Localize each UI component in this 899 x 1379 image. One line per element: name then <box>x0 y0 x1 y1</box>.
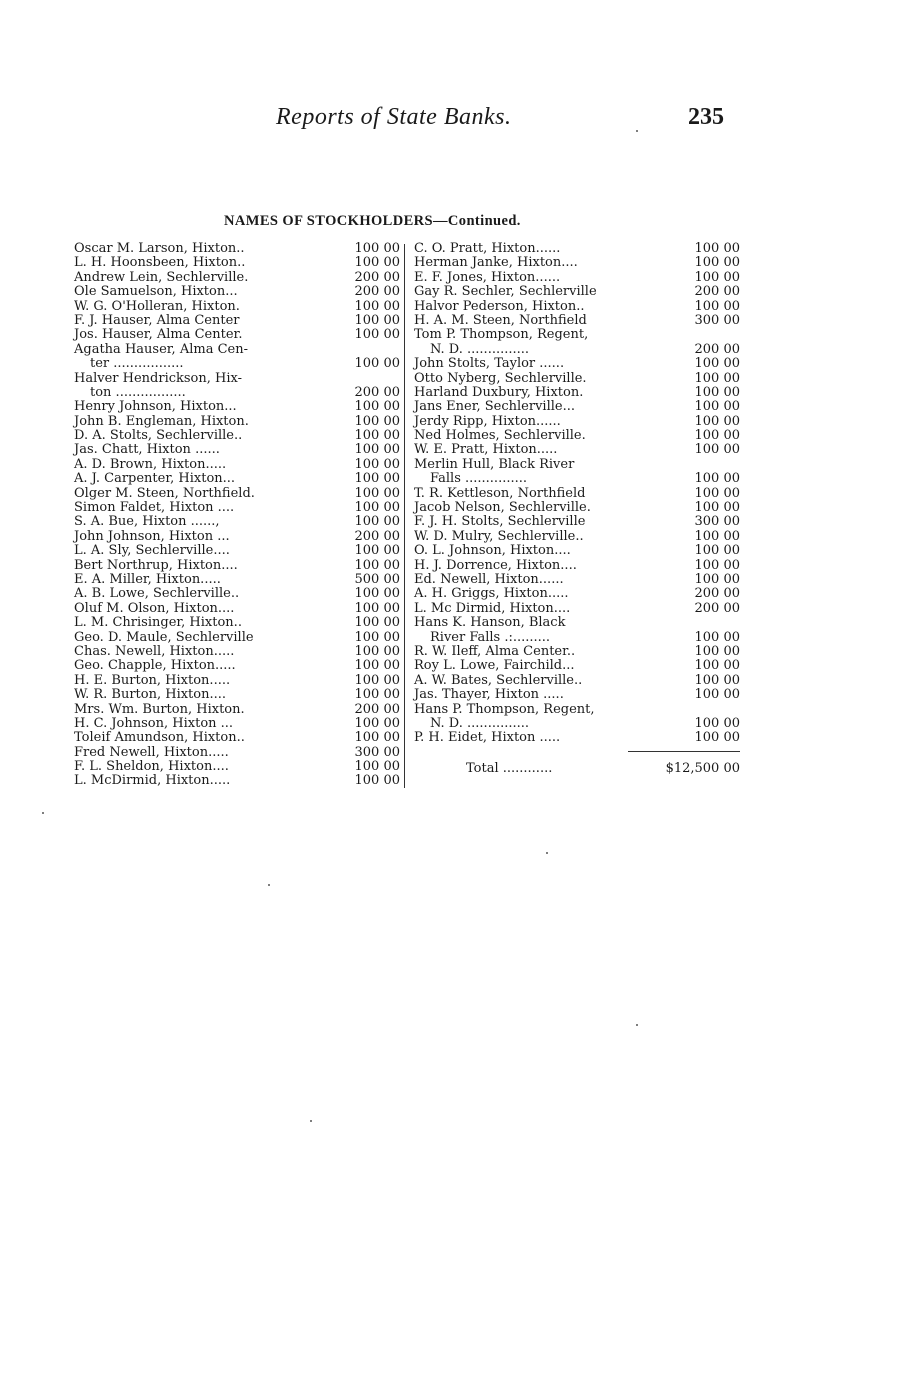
stockholder-name: Hans K. Hanson, Black <box>414 615 566 631</box>
stockholder-amount: 100 00 <box>694 730 740 746</box>
stockholder-amount: 100 00 <box>354 456 400 472</box>
stockholder-name: N. D. ............... <box>430 715 530 731</box>
stockholder-entry-line <box>414 372 744 386</box>
stockholder-name: Merlin Hull, Black River <box>414 456 575 472</box>
stockholder-entry-line <box>414 400 744 414</box>
stockholder-amount: 500 00 <box>354 571 400 587</box>
stockholder-name: Geo. Chapple, Hixton..... <box>74 658 236 674</box>
stockholder-name: Toleif Amundson, Hixton.. <box>74 730 245 746</box>
stockholder-entry-line <box>414 602 744 616</box>
stockholder-entry-line <box>74 587 404 601</box>
stockholder-amount: 200 00 <box>694 284 740 300</box>
stockholder-amount: 100 00 <box>354 471 400 487</box>
stockholder-amount: 100 00 <box>354 356 400 372</box>
stockholder-amount: 100 00 <box>694 715 740 731</box>
stockholder-name: Falls ............... <box>430 471 527 487</box>
stockholder-name: Ned Holmes, Sechlerville. <box>414 428 586 444</box>
stockholder-entry-line <box>74 300 404 314</box>
sum-rule <box>628 751 740 752</box>
stockholder-amount: 100 00 <box>694 485 740 501</box>
stockholder-name: Jans Ener, Sechlerville... <box>414 399 575 415</box>
stockholder-name: L. A. Sly, Sechlerville.... <box>74 543 230 559</box>
stockholder-name: Gay R. Sechler, Sechlerville <box>414 284 597 300</box>
stockholder-entry-line <box>414 285 744 299</box>
stockholder-name: Ed. Newell, Hixton...... <box>414 571 564 587</box>
stockholder-name: Olger M. Steen, Northfield. <box>74 485 255 501</box>
stockholder-entry-line <box>414 458 744 472</box>
stockholder-entry-line <box>414 717 744 731</box>
stockholder-entry-line <box>74 256 404 270</box>
stockholder-entry-line <box>414 674 744 688</box>
stockholder-name: John B. Engleman, Hixton. <box>74 413 249 429</box>
column-divider <box>404 244 405 788</box>
stockholder-entry-line <box>74 602 404 616</box>
stockholder-name: H. C. Johnson, Hixton ... <box>74 715 234 731</box>
stockholder-entry-line <box>414 587 744 601</box>
stockholder-name: A. D. Brown, Hixton..... <box>74 456 227 472</box>
stockholder-amount: 200 00 <box>354 701 400 717</box>
stockholder-name: P. H. Eidet, Hixton ..... <box>414 730 561 746</box>
stockholder-entry-line <box>74 285 404 299</box>
stockholder-amount: 100 00 <box>354 312 400 328</box>
stockholder-entry-line <box>414 314 744 328</box>
stockholder-name: Bert Northrup, Hixton.... <box>74 557 238 573</box>
scan-speck <box>268 884 270 886</box>
scan-speck <box>636 1024 638 1026</box>
stockholder-entry-line <box>414 487 744 501</box>
stockholder-amount: 100 00 <box>354 298 400 314</box>
stockholder-entry-line <box>74 443 404 457</box>
stockholder-amount: 100 00 <box>694 255 740 271</box>
stockholder-name: S. A. Bue, Hixton ......, <box>74 514 220 530</box>
stockholder-amount: 100 00 <box>354 643 400 659</box>
stockholder-entry-line <box>74 645 404 659</box>
stockholder-entry-line <box>414 688 744 702</box>
stockholder-name: C. O. Pratt, Hixton...... <box>414 241 561 256</box>
stockholder-amount: 100 00 <box>694 356 740 372</box>
stockholder-name: L. M. Chrisinger, Hixton.. <box>74 615 242 631</box>
stockholder-entry-line <box>414 429 744 443</box>
stockholder-name: Mrs. Wm. Burton, Hixton. <box>74 701 245 717</box>
stockholder-amount: 100 00 <box>354 773 400 789</box>
stockholder-name: Halver Hendrickson, Hix- <box>74 370 243 386</box>
scan-speck <box>636 130 638 132</box>
stockholder-name: Otto Nyberg, Sechlerville. <box>414 370 587 386</box>
stockholder-amount: 100 00 <box>354 413 400 429</box>
stockholder-amount: 100 00 <box>694 413 740 429</box>
stockholder-name: N. D. ............... <box>430 341 530 357</box>
stockholder-amount: 100 00 <box>354 255 400 271</box>
stockholder-amount: 100 00 <box>354 586 400 602</box>
stockholder-name: E. F. Jones, Hixton...... <box>414 269 561 285</box>
stockholder-entry-line <box>74 559 404 573</box>
stockholder-name: Harland Duxbury, Hixton. <box>414 384 584 400</box>
stockholder-amount: 100 00 <box>694 557 740 573</box>
stockholder-name: Fred Newell, Hixton..... <box>74 744 229 760</box>
stockholder-name: Tom P. Thompson, Regent, <box>414 327 589 343</box>
stockholder-amount: 100 00 <box>354 241 400 256</box>
stockholder-entry-line <box>74 515 404 529</box>
stockholder-entry-line <box>74 703 404 717</box>
stockholder-amount: 100 00 <box>694 500 740 516</box>
stockholder-amount: 100 00 <box>694 543 740 559</box>
stockholder-amount: 100 00 <box>354 327 400 343</box>
stockholder-entry-line <box>74 774 404 788</box>
stockholder-name: L. Mc Dirmid, Hixton.... <box>414 600 571 616</box>
stockholder-name: Herman Janke, Hixton.... <box>414 255 578 271</box>
stockholder-name: ton ................. <box>90 384 186 400</box>
stockholder-name: T. R. Kettleson, Northfield <box>414 485 586 501</box>
stockholder-entry-line <box>74 458 404 472</box>
stockholder-entry-line <box>74 530 404 544</box>
stockholder-name: John Stolts, Taylor ...... <box>414 356 565 372</box>
stockholder-entry-line <box>74 472 404 486</box>
stockholder-amount: 100 00 <box>694 643 740 659</box>
section-heading: NAMES OF STOCKHOLDERS—Continued. <box>224 213 521 229</box>
stockholder-amount: 100 00 <box>694 687 740 703</box>
stockholder-name: Hans P. Thompson, Regent, <box>414 701 595 717</box>
stockholder-entry-line <box>414 472 744 486</box>
stockholder-entry-line <box>414 300 744 314</box>
stockholder-entry-line <box>414 501 744 515</box>
stockholder-entry-line <box>414 357 744 371</box>
stockholder-entry-line <box>74 717 404 731</box>
stockholder-entry-line <box>74 746 404 760</box>
stockholder-entry-line <box>74 328 404 342</box>
stockholder-amount: 100 00 <box>354 759 400 775</box>
stockholder-name: Geo. D. Maule, Sechlerville <box>74 629 254 645</box>
stockholder-amount: 100 00 <box>694 629 740 645</box>
stockholder-entry-line <box>414 242 744 256</box>
stockholder-entry-line <box>414 631 744 645</box>
stockholder-entry-line <box>74 731 404 745</box>
stockholder-amount: 100 00 <box>354 514 400 530</box>
stockholder-amount: 200 00 <box>354 269 400 285</box>
stockholder-name: Jas. Chatt, Hixton ...... <box>74 442 220 458</box>
stockholder-entry-line <box>74 544 404 558</box>
stockholder-name: Halvor Pederson, Hixton.. <box>414 298 585 314</box>
stockholder-entry-line <box>74 631 404 645</box>
stockholder-amount: 300 00 <box>694 312 740 328</box>
stockholder-name: H. A. M. Steen, Northfield <box>414 312 587 328</box>
stockholder-amount: 100 00 <box>694 658 740 674</box>
stockholder-entry-line <box>74 616 404 630</box>
stockholder-name: F. L. Sheldon, Hixton.... <box>74 759 229 775</box>
stockholder-amount: 100 00 <box>354 687 400 703</box>
stockholder-amount: 100 00 <box>694 442 740 458</box>
stockholder-entry-line <box>414 731 744 745</box>
stockholder-amount: 100 00 <box>354 485 400 501</box>
stockholder-name: Chas. Newell, Hixton..... <box>74 643 235 659</box>
stockholder-name: John Johnson, Hixton ... <box>74 528 230 544</box>
stockholder-name: Ole Samuelson, Hixton... <box>74 284 238 300</box>
stockholder-name: H. E. Burton, Hixton..... <box>74 672 231 688</box>
stockholder-entry-line <box>74 573 404 587</box>
stockholder-amount: 100 00 <box>354 557 400 573</box>
stockholder-amount: 100 00 <box>354 442 400 458</box>
stockholder-amount: 100 00 <box>694 241 740 256</box>
stockholder-entry-line <box>74 429 404 443</box>
stockholder-amount: 200 00 <box>694 600 740 616</box>
stockholder-entry-line <box>414 559 744 573</box>
stockholder-name: H. J. Dorrence, Hixton.... <box>414 557 577 573</box>
stockholder-amount: 100 00 <box>354 399 400 415</box>
stockholder-name: A. J. Carpenter, Hixton... <box>74 471 236 487</box>
stockholder-entry-line <box>74 659 404 673</box>
stockholder-amount: 100 00 <box>694 370 740 386</box>
stockholder-entry-line <box>414 271 744 285</box>
stockholder-amount: 100 00 <box>354 672 400 688</box>
stockholder-name: Simon Faldet, Hixton .... <box>74 500 235 516</box>
stockholder-entry-line <box>74 501 404 515</box>
stockholder-amount: 200 00 <box>354 528 400 544</box>
stockholder-name: W. E. Pratt, Hixton..... <box>414 442 558 458</box>
stockholder-amount: 100 00 <box>694 384 740 400</box>
stockholder-entry-line <box>414 515 744 529</box>
stockholder-amount: 100 00 <box>694 399 740 415</box>
stockholder-entry-line <box>74 487 404 501</box>
stockholder-name: Henry Johnson, Hixton... <box>74 399 237 415</box>
stockholder-entry-line <box>74 688 404 702</box>
stockholder-entry-line <box>414 645 744 659</box>
stockholder-entry-line <box>74 372 404 386</box>
stockholder-entry-line <box>74 314 404 328</box>
stockholder-name: Jas. Thayer, Hixton ..... <box>414 687 564 703</box>
stockholder-entry-line <box>414 703 744 717</box>
stockholder-entry-line <box>414 544 744 558</box>
stockholder-amount: 100 00 <box>354 658 400 674</box>
stockholder-entry-line <box>74 674 404 688</box>
stockholder-amount: 300 00 <box>694 514 740 530</box>
stockholder-entry-line <box>74 400 404 414</box>
stockholder-name: W. R. Burton, Hixton.... <box>74 687 227 703</box>
stockholder-entry-line <box>74 271 404 285</box>
stockholder-amount: 100 00 <box>354 428 400 444</box>
stockholder-name: O. L. Johnson, Hixton.... <box>414 543 571 559</box>
scan-speck <box>310 1120 312 1122</box>
stockholder-amount: 100 00 <box>354 543 400 559</box>
stockholder-entry-line <box>74 386 404 400</box>
stockholder-amount: 100 00 <box>694 298 740 314</box>
stockholder-name: Roy L. Lowe, Fairchild... <box>414 658 575 674</box>
stockholder-amount: 100 00 <box>694 672 740 688</box>
stockholder-amount: 200 00 <box>354 284 400 300</box>
stockholder-entry-line <box>414 573 744 587</box>
stockholder-entry-line <box>414 415 744 429</box>
stockholder-entry-line <box>74 760 404 774</box>
stockholder-name: ter ................. <box>90 356 184 372</box>
stockholder-name: L. H. Hoonsbeen, Hixton.. <box>74 255 246 271</box>
stockholder-entry-line <box>414 443 744 457</box>
stockholder-name: A. B. Lowe, Sechlerville.. <box>74 586 240 602</box>
stockholder-name: A. H. Griggs, Hixton..... <box>414 586 569 602</box>
stockholder-name: Andrew Lein, Sechlerville. <box>74 269 249 285</box>
stockholder-name: W. G. O'Holleran, Hixton. <box>74 298 240 314</box>
stockholder-amount: 100 00 <box>354 730 400 746</box>
stockholder-name: F. J. Hauser, Alma Center <box>74 312 240 328</box>
stockholder-name: R. W. Ileff, Alma Center.. <box>414 643 576 659</box>
stockholder-entry-line <box>74 415 404 429</box>
stockholder-amount: 100 00 <box>354 715 400 731</box>
stockholder-name: W. D. Mulry, Sechlerville.. <box>414 528 584 544</box>
stockholder-amount: 200 00 <box>694 341 740 357</box>
scan-speck <box>546 852 548 854</box>
stockholder-entry-line <box>74 343 404 357</box>
stockholder-list-right <box>414 242 744 746</box>
stockholder-name: D. A. Stolts, Sechlerville.. <box>74 428 243 444</box>
page-number: 235 <box>688 104 724 130</box>
total-amount: $12,500 00 <box>665 761 740 776</box>
stockholder-entry-line <box>414 328 744 342</box>
stockholder-amount: 100 00 <box>354 615 400 631</box>
stockholder-amount: 100 00 <box>694 269 740 285</box>
stockholder-list-left <box>74 242 404 789</box>
stockholder-entry-line <box>414 386 744 400</box>
stockholder-amount: 100 00 <box>694 471 740 487</box>
stockholder-amount: 200 00 <box>354 384 400 400</box>
stockholder-entry-line <box>414 616 744 630</box>
stockholder-amount: 100 00 <box>354 629 400 645</box>
stockholder-name: Jos. Hauser, Alma Center. <box>74 327 243 343</box>
stockholder-name: L. McDirmid, Hixton..... <box>74 773 231 789</box>
stockholder-name: Oluf M. Olson, Hixton.... <box>74 600 235 616</box>
stockholder-entry-line <box>74 242 404 256</box>
running-head: Reports of State Banks. <box>276 104 512 130</box>
stockholder-name: Jerdy Ripp, Hixton...... <box>414 413 561 429</box>
stockholder-amount: 100 00 <box>694 428 740 444</box>
stockholder-entry-line <box>74 357 404 371</box>
stockholder-amount: 100 00 <box>354 600 400 616</box>
total-label: Total ............ <box>466 761 553 776</box>
stockholder-entry-line <box>414 659 744 673</box>
stockholder-name: Oscar M. Larson, Hixton.. <box>74 241 245 256</box>
stockholder-entry-line <box>414 343 744 357</box>
stockholder-amount: 100 00 <box>694 571 740 587</box>
stockholder-entry-line <box>414 256 744 270</box>
scan-speck <box>42 812 44 814</box>
stockholder-amount: 100 00 <box>354 500 400 516</box>
stockholder-name: F. J. H. Stolts, Sechlerville <box>414 514 586 530</box>
stockholder-name: Jacob Nelson, Sechlerville. <box>414 500 591 516</box>
stockholder-name: A. W. Bates, Sechlerville.. <box>414 672 583 688</box>
stockholder-amount: 100 00 <box>694 528 740 544</box>
stockholder-entry-line <box>414 530 744 544</box>
stockholder-name: E. A. Miller, Hixton..... <box>74 571 221 587</box>
stockholder-name: River Falls .:......... <box>430 629 551 645</box>
stockholder-name: Agatha Hauser, Alma Cen- <box>74 341 248 357</box>
stockholder-amount: 200 00 <box>694 586 740 602</box>
stockholder-amount: 300 00 <box>354 744 400 760</box>
